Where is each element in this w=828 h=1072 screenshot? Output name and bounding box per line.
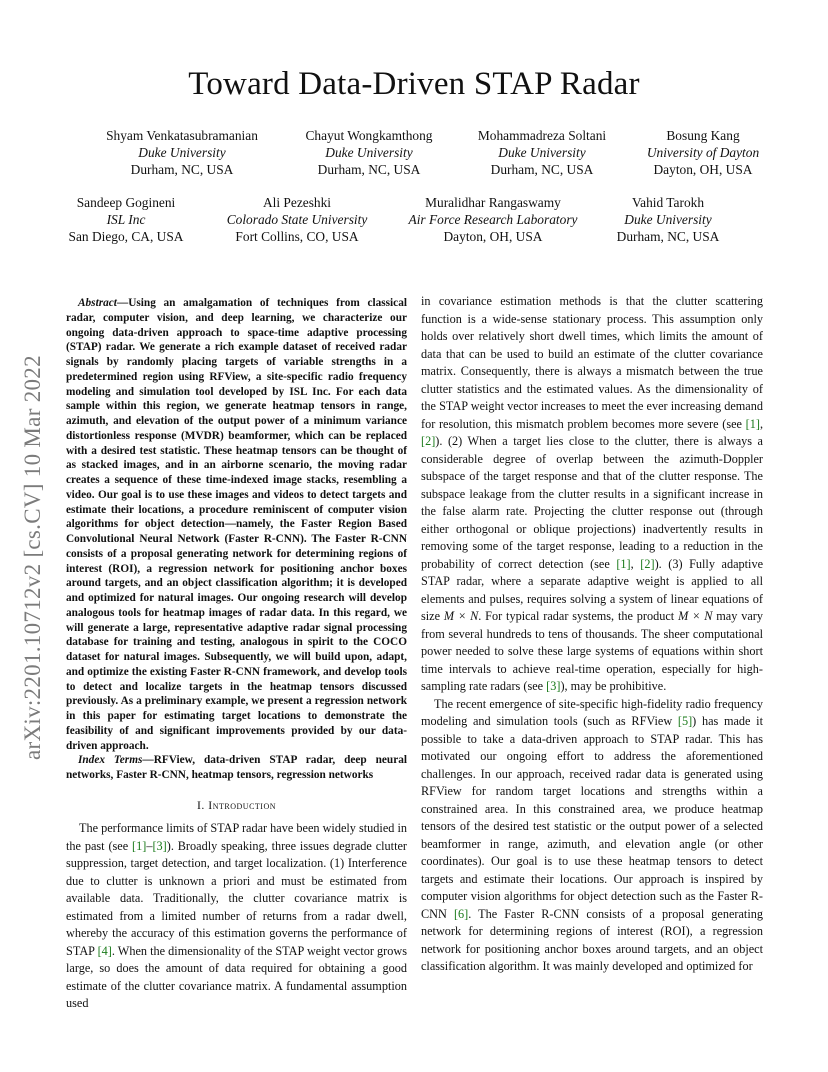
citation-link[interactable]: [6] (453, 906, 469, 921)
author-location: Durham, NC, USA (317, 162, 421, 177)
abstract-label: Abstract (78, 297, 117, 309)
body-paragraph: in covariance estimation methods is that the clutter scattering function is a wide-sense stationary process. This assumption only holds over relatively short dwell times, which limits the amount of data that can be used to build an estimate of the clutter covariance matrix. Consequently, there is always a mismatch between the true clutter statistics and the estimated values. As the dimensionality of the STAP weight vector increases to meet the ever increasing demand for resolution, this mismatch problem becomes more severe (see [1], [2]). (2) When a target lies close to the clutter, there is always a considerable degree of overlap between the azimuth-Doppler subspace of the target response and that of the clutter response. The subspace leakage from the clutter results in a significant increase in the false alarm rate. Projecting the clutter response out (through either orthogonal or oblique projections) inadvertently results in removing some of the target response, leading to a reduction in the probability of correct detection (see [1], [2]). (3) Fully adaptive STAP radar, where a separate adaptive weight is applied to all elements and pulses, requires solving a system of linear equations of size M × N. For typical radar systems, the product M × N may vary from several hundreds to tens of thousands. The sheer computational power needed to solve these large systems of equations within short time intervals to achieve real-time operation, especially for high-sampling rate radars (see [3]), may be prohibitive. (421, 294, 764, 693)
math-expression: M × N (678, 609, 713, 623)
citation-link[interactable]: [3] (546, 679, 561, 693)
author-affiliation: Colorado State University (226, 212, 368, 227)
abstract-text: Using an amalgamation of techniques from classical radar, computer vision, and deep learning, we characterize our ongoing data-driven approach to space-time adaptive processing (STAP) radar. We generate a rich example dataset of received radar signals by randomly placing targets of variable strengths in a predetermined region using RFView, a site-specific radio frequency modeling and simulation tool developed by ISL Inc. For each data sample within this region, we generate heatmap tensors in range, azimuth, and elevation of the output power of a minimum variance distortionless response (MVDR) beamformer, which can be replaced with a desired test statistic. These heatmap tensors can be thought of as stacked images, and in an airborne scenario, the moving radar creates a sequence of these time-indexed image stacks, resembling a video. Our goal is to use these images and videos to detect targets and estimate their locations, a procedure reminiscent of computer vision algorithms for object detection—namely, the Faster Region Based Convolutional Neural Network (Faster R-CNN). The Faster R-CNN consists of a proposal generating network for determining regions of interest (ROI), a regression network for positioning anchor boxes around targets, and an object classification algorithm; it is developed and optimized for natural images. Our ongoing research will develop analogous tools for heatmap images of radar data. In this regard, we will generate a large, representative adaptive radar signal processing database for training and testing, analogous in spirit to the COCO dataset for natural images. Subsequently, we will build upon, adapt, and optimize the existing Faster R-CNN framework, and develop tools to detect and localize targets in the heatmap tensors discussed previously. As a preliminary example, we present a regression network in this paper for estimating target locations to demonstrate the feasibility of and significant improvements provided by our data-driven approach. (66, 297, 407, 752)
body-paragraph: The recent emergence of site-specific high-fidelity radio frequency modeling and simulation tools (such as RFView [5]) has made it possible to take a data-driven approach to STAP radar. This has motivated our ongoing effort to address the aforementioned challenges. In our approach, received radar data is generated using RFView for random target locations and strengths within a constrained area. In this constrained area, we produce heatmap tensors of the desired test statistic or the output power of a selected beamformer in range, azimuth, and elevation angle (or other coordinates). Our goal is to use these heatmap tensors to detect targets and estimate their locations. Our approach is inspired by computer vision algorithms for object detection such as the Faster R-CNN [6]. The Faster R-CNN consists of a proposal generating network for determining regions of interest (ROI), a regression network for positioning anchor boxes around targets, and an object classification algorithm. It was mainly developed and optimized for (421, 696, 763, 973)
author-block (69, 194, 184, 245)
author-block (617, 194, 720, 245)
citation-link[interactable]: [1] (745, 416, 760, 431)
intro-paragraph: The performance limits of STAP radar have been widely studied in the past (see [1]–[3]). Broadly speaking, three issues degrade clutter suppression, target detection, and target localization. (1) Interference due to clutter is unknown a priori and must be estimated from available data. Traditionally, the clutter covariance matrix is estimated from a limited number of returns from a radar dwell, whereby the accuracy of this estimation governs the performance of STAP [4]. When the dimensionality of the STAP weight vector grows large, so does the amount of data required for obtaining a good estimate of the clutter covariance matrix. A fundamental assumption used (66, 821, 407, 1011)
author-affiliation: Duke University (325, 145, 413, 160)
author-block (227, 194, 368, 245)
author-block (306, 127, 433, 178)
author-affiliation: University of Dayton (646, 145, 760, 160)
citation-link[interactable]: [2] (640, 556, 655, 571)
citation-link[interactable]: [4] (97, 943, 112, 958)
author-location: Durham, NC, USA (130, 162, 234, 177)
author-affiliation: Duke University (624, 212, 712, 227)
right-column (421, 293, 763, 976)
author-affiliation: Duke University (138, 145, 226, 160)
author-affiliation: Air Force Research Laboratory (408, 212, 578, 227)
author-block (106, 127, 258, 178)
author-location: Durham, NC, USA (490, 162, 594, 177)
author-affiliation: ISL Inc (106, 212, 146, 227)
section-heading: I. Introduction (196, 797, 277, 812)
citation-link[interactable]: [2] (421, 434, 436, 448)
author-block (409, 194, 578, 245)
arxiv-stamp: arXiv:2201.10712v2 [cs.CV] 10 Mar 2022 (20, 355, 45, 760)
author-block (478, 127, 606, 178)
author-location: San Diego, CA, USA (68, 229, 184, 244)
author-block (647, 127, 759, 178)
index-terms-text: RFView, data-driven STAP radar, deep neural networks, Faster R-CNN, heatmap tensors, regression networks (66, 754, 408, 781)
author-name: Chayut Wongkamthong (305, 128, 433, 143)
author-name: Muralidhar Rangaswamy (425, 195, 561, 210)
author-name: Bosung Kang (666, 128, 740, 143)
author-name: Ali Pezeshki (262, 195, 332, 210)
paper-title: Toward Data-Driven STAP Radar (188, 66, 640, 102)
math-expression: M × N (443, 609, 479, 623)
author-affiliation: Duke University (498, 145, 586, 160)
author-location: Dayton, OH, USA (443, 229, 543, 244)
citation-link[interactable]: [3] (152, 838, 167, 853)
citation-link[interactable]: [1] (132, 838, 147, 853)
citation-link[interactable]: [5] (677, 714, 693, 728)
author-name: Sandeep Gogineni (76, 195, 176, 210)
index-terms: Index Terms—RFView, data-driven STAP radar, deep neural networks, Faster R-CNN, heatmap tensors, regression networks (66, 754, 408, 781)
author-location: Fort Collins, CO, USA (235, 229, 359, 244)
author-location: Dayton, OH, USA (653, 162, 753, 177)
author-name: Shyam Venkatasubramanian (106, 128, 258, 143)
author-name: Vahid Tarokh (631, 195, 705, 210)
author-name: Mohammadreza Soltani (477, 128, 607, 143)
citation-link[interactable]: [1] (616, 556, 631, 571)
author-location: Durham, NC, USA (616, 229, 720, 244)
abstract: Abstract—Using an amalgamation of techniques from classical radar, computer vision, and deep learning, we characterize our ongoing data-driven approach to space-time adaptive processing (STAP) radar. We generate a rich example dataset of received radar signals by randomly placing targets of variable strengths in a predetermined region using RFView, a site-specific radio frequency modeling and simulation tool developed by ISL Inc. For each data sample within this region, we generate heatmap tensors in range, azimuth, and elevation of the output power of a minimum variance distortionless response (MVDR) beamformer, which can be replaced with a desired test statistic. These heatmap tensors can be thought of as stacked images, and in an airborne scenario, the moving radar creates a sequence of these time-indexed image stacks, resembling a video. Our goal is to use these images and videos to detect targets and estimate their locations, a procedure reminiscent of computer vision algorithms for object detection—namely, the Faster Region Based Convolutional Neural Network (Faster R-CNN). The Faster R-CNN consists of a proposal generating network for determining regions of interest (ROI), a regression network for positioning anchor boxes around targets, and an object classification algorithm; it is developed and optimized for natural images. Our ongoing research will develop analogous tools for heatmap images of radar data. In this regard, we will generate a large, representative adaptive radar signal processing database for training and testing, analogous in spirit to the COCO dataset for natural images. Subsequently, we will build upon, adapt, and optimize the existing Faster R-CNN framework, and develop tools to detect and localize targets in the heatmap tensors discussed previously. As a preliminary example, we present a regression network in this paper for estimating target locations to demonstrate the feasibility of and significant improvements provided by our data-driven approach. (66, 297, 407, 752)
index-terms-label: Index Terms (78, 754, 143, 767)
left-column (66, 296, 407, 1013)
